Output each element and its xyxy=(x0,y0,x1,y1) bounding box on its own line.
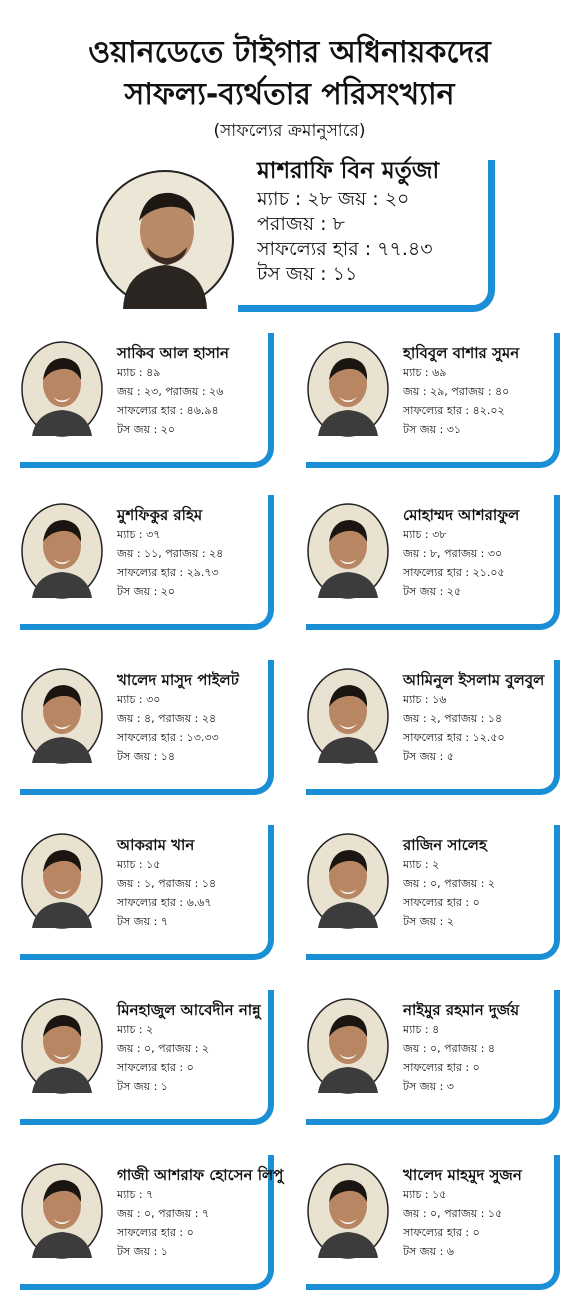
captain-card xyxy=(20,1155,284,1290)
captain-success-rate: সাফল্যের হার : ১৩.৩৩ xyxy=(117,731,219,744)
captain-matches: ম্যাচ : ১৫ xyxy=(403,1188,447,1201)
captain-matches: ম্যাচ : ২ xyxy=(403,858,440,871)
featured-losses: পরাজয় : ৮ xyxy=(257,213,345,235)
captain-success-rate: সাফল্যের হার : ২১.০৫ xyxy=(403,566,505,579)
captain-name: আমিনুল ইসলাম বুলবুল xyxy=(403,671,545,689)
captain-card xyxy=(20,333,274,468)
captain-toss-wins: টস জয় : ২০ xyxy=(117,423,176,436)
captain-record: জয় : ২, পরাজয় : ১৪ xyxy=(403,712,503,725)
captain-record: জয় : ০, পরাজয় : ২ xyxy=(117,1042,210,1055)
captain-matches: ম্যাচ : ৩৮ xyxy=(403,528,447,541)
captain-name: খালেদ মাহমুদ সুজন xyxy=(403,1166,522,1184)
captain-toss-wins: টস জয় : ৫ xyxy=(403,750,454,763)
captain-matches: ম্যাচ : ৬৯ xyxy=(403,366,447,379)
captain-toss-wins: টস জয় : ৩১ xyxy=(403,423,462,436)
captain-info xyxy=(403,343,519,439)
captain-portrait xyxy=(306,502,390,600)
captain-record: জয় : ০, পরাজয় : ৪ xyxy=(403,1042,496,1055)
captain-name: মোহাম্মদ আশরাফুল xyxy=(403,506,520,524)
captain-card xyxy=(20,660,274,795)
featured-name: মাশরাফি বিন মর্তুজা xyxy=(257,158,440,184)
captain-info xyxy=(117,1000,261,1096)
captain-portrait xyxy=(20,1162,104,1260)
captain-success-rate: সাফল্যের হার : ১২.৫০ xyxy=(403,731,505,744)
captain-matches: ম্যাচ : ৩০ xyxy=(117,693,161,706)
captain-card xyxy=(306,1155,560,1290)
captain-toss-wins: টস জয় : ২০ xyxy=(117,585,176,598)
featured-captain-card xyxy=(95,155,495,311)
captain-toss-wins: টস জয় : ২৫ xyxy=(403,585,462,598)
featured-matches: ম্যাচ : ২৮ জয় : ২০ xyxy=(257,188,410,210)
captain-info xyxy=(117,670,239,766)
captain-matches: ম্যাচ : ২ xyxy=(117,1023,154,1036)
captain-info xyxy=(117,343,229,439)
captain-portrait xyxy=(306,667,390,765)
captain-card xyxy=(20,495,274,630)
captain-record: জয় : ১, পরাজয় : ১৪ xyxy=(117,877,217,890)
captain-card xyxy=(306,333,560,468)
captain-info xyxy=(403,505,519,601)
captain-card xyxy=(306,990,560,1125)
captain-portrait xyxy=(306,340,390,438)
captain-matches: ম্যাচ : ৩৭ xyxy=(117,528,161,541)
featured-portrait xyxy=(95,169,235,309)
captain-card xyxy=(20,825,274,960)
captain-name: খালেদ মাসুদ পাইলট xyxy=(117,671,239,689)
captain-info xyxy=(117,835,216,931)
captain-portrait xyxy=(20,832,104,930)
captain-matches: ম্যাচ : ১৫ xyxy=(117,858,161,871)
captain-success-rate: সাফল্যের হার : ৪৬.৯৪ xyxy=(117,404,219,417)
captain-portrait xyxy=(306,1162,390,1260)
captain-portrait xyxy=(20,667,104,765)
captain-toss-wins: টস জয় : ২ xyxy=(403,915,454,928)
captain-portrait xyxy=(20,502,104,600)
captain-info xyxy=(403,835,495,931)
captain-name: মুশফিকুর রহিম xyxy=(117,506,203,524)
captain-record: জয় : ০, পরাজয় : ২ xyxy=(403,877,496,890)
captain-record: জয় : ৪, পরাজয় : ২৪ xyxy=(117,712,217,725)
captain-matches: ম্যাচ : ৪ xyxy=(403,1023,440,1036)
captain-info xyxy=(403,670,544,766)
captain-toss-wins: টস জয় : ১৪ xyxy=(117,750,176,763)
captain-record: জয় : ০, পরাজয় : ১৫ xyxy=(403,1207,503,1220)
captain-toss-wins: টস জয় : ১ xyxy=(117,1245,168,1258)
captain-card xyxy=(306,495,560,630)
page-title: ওয়ানডেতে টাইগার অধিনায়কদের xyxy=(88,35,491,70)
captain-success-rate: সাফল্যের হার : ০ xyxy=(117,1226,194,1239)
captain-toss-wins: টস জয় : ৭ xyxy=(117,915,168,928)
captain-name: রাজিন সালেহ xyxy=(403,836,487,854)
captain-record: জয় : ২৯, পরাজয় : ৪০ xyxy=(403,385,510,398)
captain-success-rate: সাফল্যের হার : ০ xyxy=(403,896,480,909)
captain-toss-wins: টস জয় : ১ xyxy=(117,1080,168,1093)
featured-success-rate: সাফল্যের হার : ৭৭.৪৩ xyxy=(257,238,433,260)
captain-record: জয় : ১১, পরাজয় : ২৪ xyxy=(117,547,224,560)
captain-success-rate: সাফল্যের হার : ২৯.৭৩ xyxy=(117,566,219,579)
captain-portrait xyxy=(306,997,390,1095)
featured-info xyxy=(257,155,439,287)
captain-success-rate: সাফল্যের হার : ০ xyxy=(117,1061,194,1074)
captain-toss-wins: টস জয় : ৩ xyxy=(403,1080,454,1093)
captain-name: হাবিবুল বাশার সুমন xyxy=(403,344,520,362)
captain-name: নাইমুর রহমান দুর্জয় xyxy=(403,1001,520,1019)
captain-matches: ম্যাচ : ৪৯ xyxy=(117,366,161,379)
captain-info xyxy=(117,505,223,601)
captain-info xyxy=(117,1165,283,1261)
captain-success-rate: সাফল্যের হার : ০ xyxy=(403,1061,480,1074)
captain-record: জয় : ৮, পরাজয় : ৩০ xyxy=(403,547,503,560)
captain-success-rate: সাফল্যের হার : ৬.৬৭ xyxy=(117,896,212,909)
captain-name: গাজী আশরাফ হোসেন লিপু xyxy=(117,1166,284,1184)
captain-card xyxy=(306,660,560,795)
featured-toss-wins: টস জয় : ১১ xyxy=(257,263,358,285)
captain-success-rate: সাফল্যের হার : ০ xyxy=(403,1226,480,1239)
captain-matches: ম্যাচ : ১৬ xyxy=(403,693,447,706)
captain-success-rate: সাফল্যের হার : ৪২.০২ xyxy=(403,404,505,417)
captain-matches: ম্যাচ : ৭ xyxy=(117,1188,154,1201)
captain-toss-wins: টস জয় : ৬ xyxy=(403,1245,454,1258)
page-subtitle: (সাফল্যের ক্রমানুসারে) xyxy=(213,121,366,141)
captain-info xyxy=(403,1000,519,1096)
captain-portrait xyxy=(20,340,104,438)
page-title-line2: সাফল্য-ব্যর্থতার পরিসংখ্যান xyxy=(124,77,455,112)
captain-card xyxy=(306,825,560,960)
captain-portrait xyxy=(306,832,390,930)
captain-record: জয় : ২৩, পরাজয় : ২৬ xyxy=(117,385,224,398)
captain-info xyxy=(403,1165,522,1261)
captain-portrait xyxy=(20,997,104,1095)
captain-name: আকরাম খান xyxy=(117,836,195,854)
captain-name: মিনহাজুল আবেদীন নান্নু xyxy=(117,1001,261,1019)
captain-card xyxy=(20,990,274,1125)
captain-name: সাকিব আল হাসান xyxy=(117,344,229,362)
captain-record: জয় : ০, পরাজয় : ৭ xyxy=(117,1207,210,1220)
